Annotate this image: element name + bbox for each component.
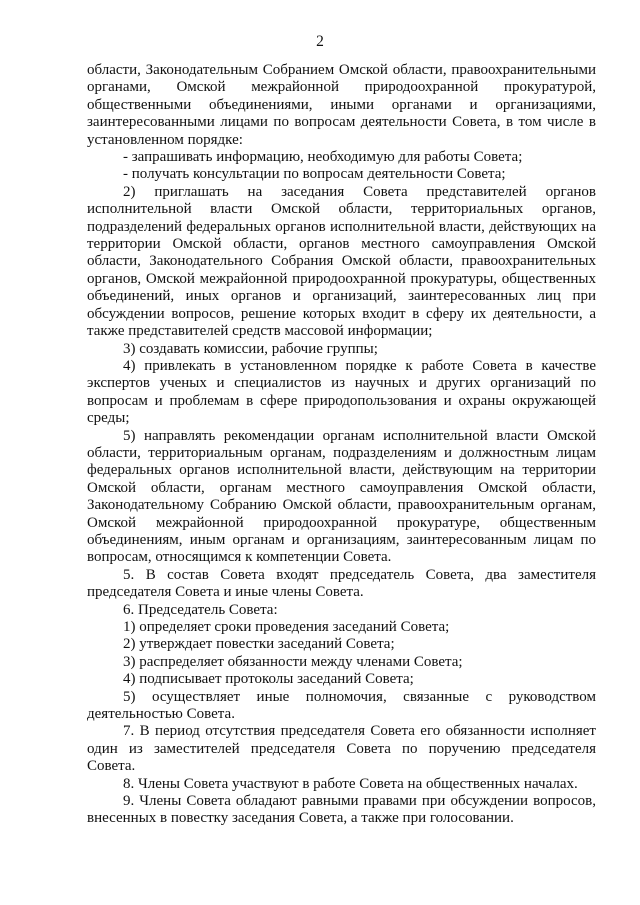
paragraph: 2) приглашать на заседания Совета представителей органов исполнительной власти Омской области, территориальных органов, подразделений федеральных органов исполнительной власти, действующих на территории Омской области, органов местного самоуправления Омской области, Законодательного Собрания Омской области, правоохранительных органов, Омской межрайонной природоохранной прокуратуры, общественных объединений, иных органов и организаций, заинтересованных лиц при обсуждении вопросов, решение которых входит в сферу их деятельности, а также представителей средств массовой информации; — [87, 183, 596, 340]
paragraph: области, Законодательным Собранием Омской области, правоохранительными органами, Омской межрайонной природоохранной прокуратурой, общественными объединениями, иными органами и организациями, заинтересованными лицами по вопросам деятельности Совета, в том числе в установленном порядке: — [87, 62, 596, 148]
paragraph: - получать консультации по вопросам деятельности Совета; — [123, 166, 506, 183]
document-body — [87, 62, 596, 828]
paragraph: 9. Члены Совета обладают равными правами при обсуждении вопросов, внесенных в повестку заседания Совета, а также при голосовании. — [87, 793, 596, 827]
paragraph: 5) направлять рекомендации органам исполнительной власти Омской области, территориальным органам, подразделениям и должностным лицам федеральных органов исполнительной власти, действующим на территории Омской области, органам местного самоуправления Омской области, Законодательному Собранию Омской области, правоохранительным органам, Омской межрайонной природоохранной прокуратуре, общественным объединениям, иным органам и организациям, заинтересованным лицам по вопросам, относящимся к компетенции Совета. — [87, 427, 596, 566]
paragraph: 4) привлекать в установленном порядке к работе Совета в качестве экспертов ученых и специалистов из научных и других организаций по вопросам и проблемам в сфере природопользования и охраны окружающей среды; — [87, 357, 596, 427]
paragraph: 3) распределяет обязанности между членами Совета; — [123, 653, 463, 670]
paragraph: 5. В состав Совета входят председатель Совета, два заместителя председателя Совета и иные члены Совета. — [87, 566, 596, 601]
page-number: 2 — [316, 33, 324, 50]
paragraph: 2) утверждает повестки заседаний Совета; — [123, 636, 395, 653]
paragraph: 8. Члены Совета участвуют в работе Совета на общественных началах. — [123, 775, 578, 792]
paragraph: 1) определяет сроки проведения заседаний Совета; — [123, 619, 450, 635]
paragraph: 3) создавать комиссии, рабочие группы; — [123, 340, 378, 357]
paragraph: 5) осуществляет иные полномочия, связанные с руководством деятельностью Совета. — [87, 688, 596, 723]
paragraph: 4) подписывает протоколы заседаний Совета; — [123, 671, 414, 688]
paragraph: - запрашивать информацию, необходимую для работы Совета; — [123, 149, 523, 166]
paragraph: 7. В период отсутствия председателя Совета его обязанности исполняет один из заместителей председателя Совета по поручению председателя Совета. — [87, 723, 596, 775]
paragraph: 6. Председатель Совета: — [123, 601, 278, 618]
